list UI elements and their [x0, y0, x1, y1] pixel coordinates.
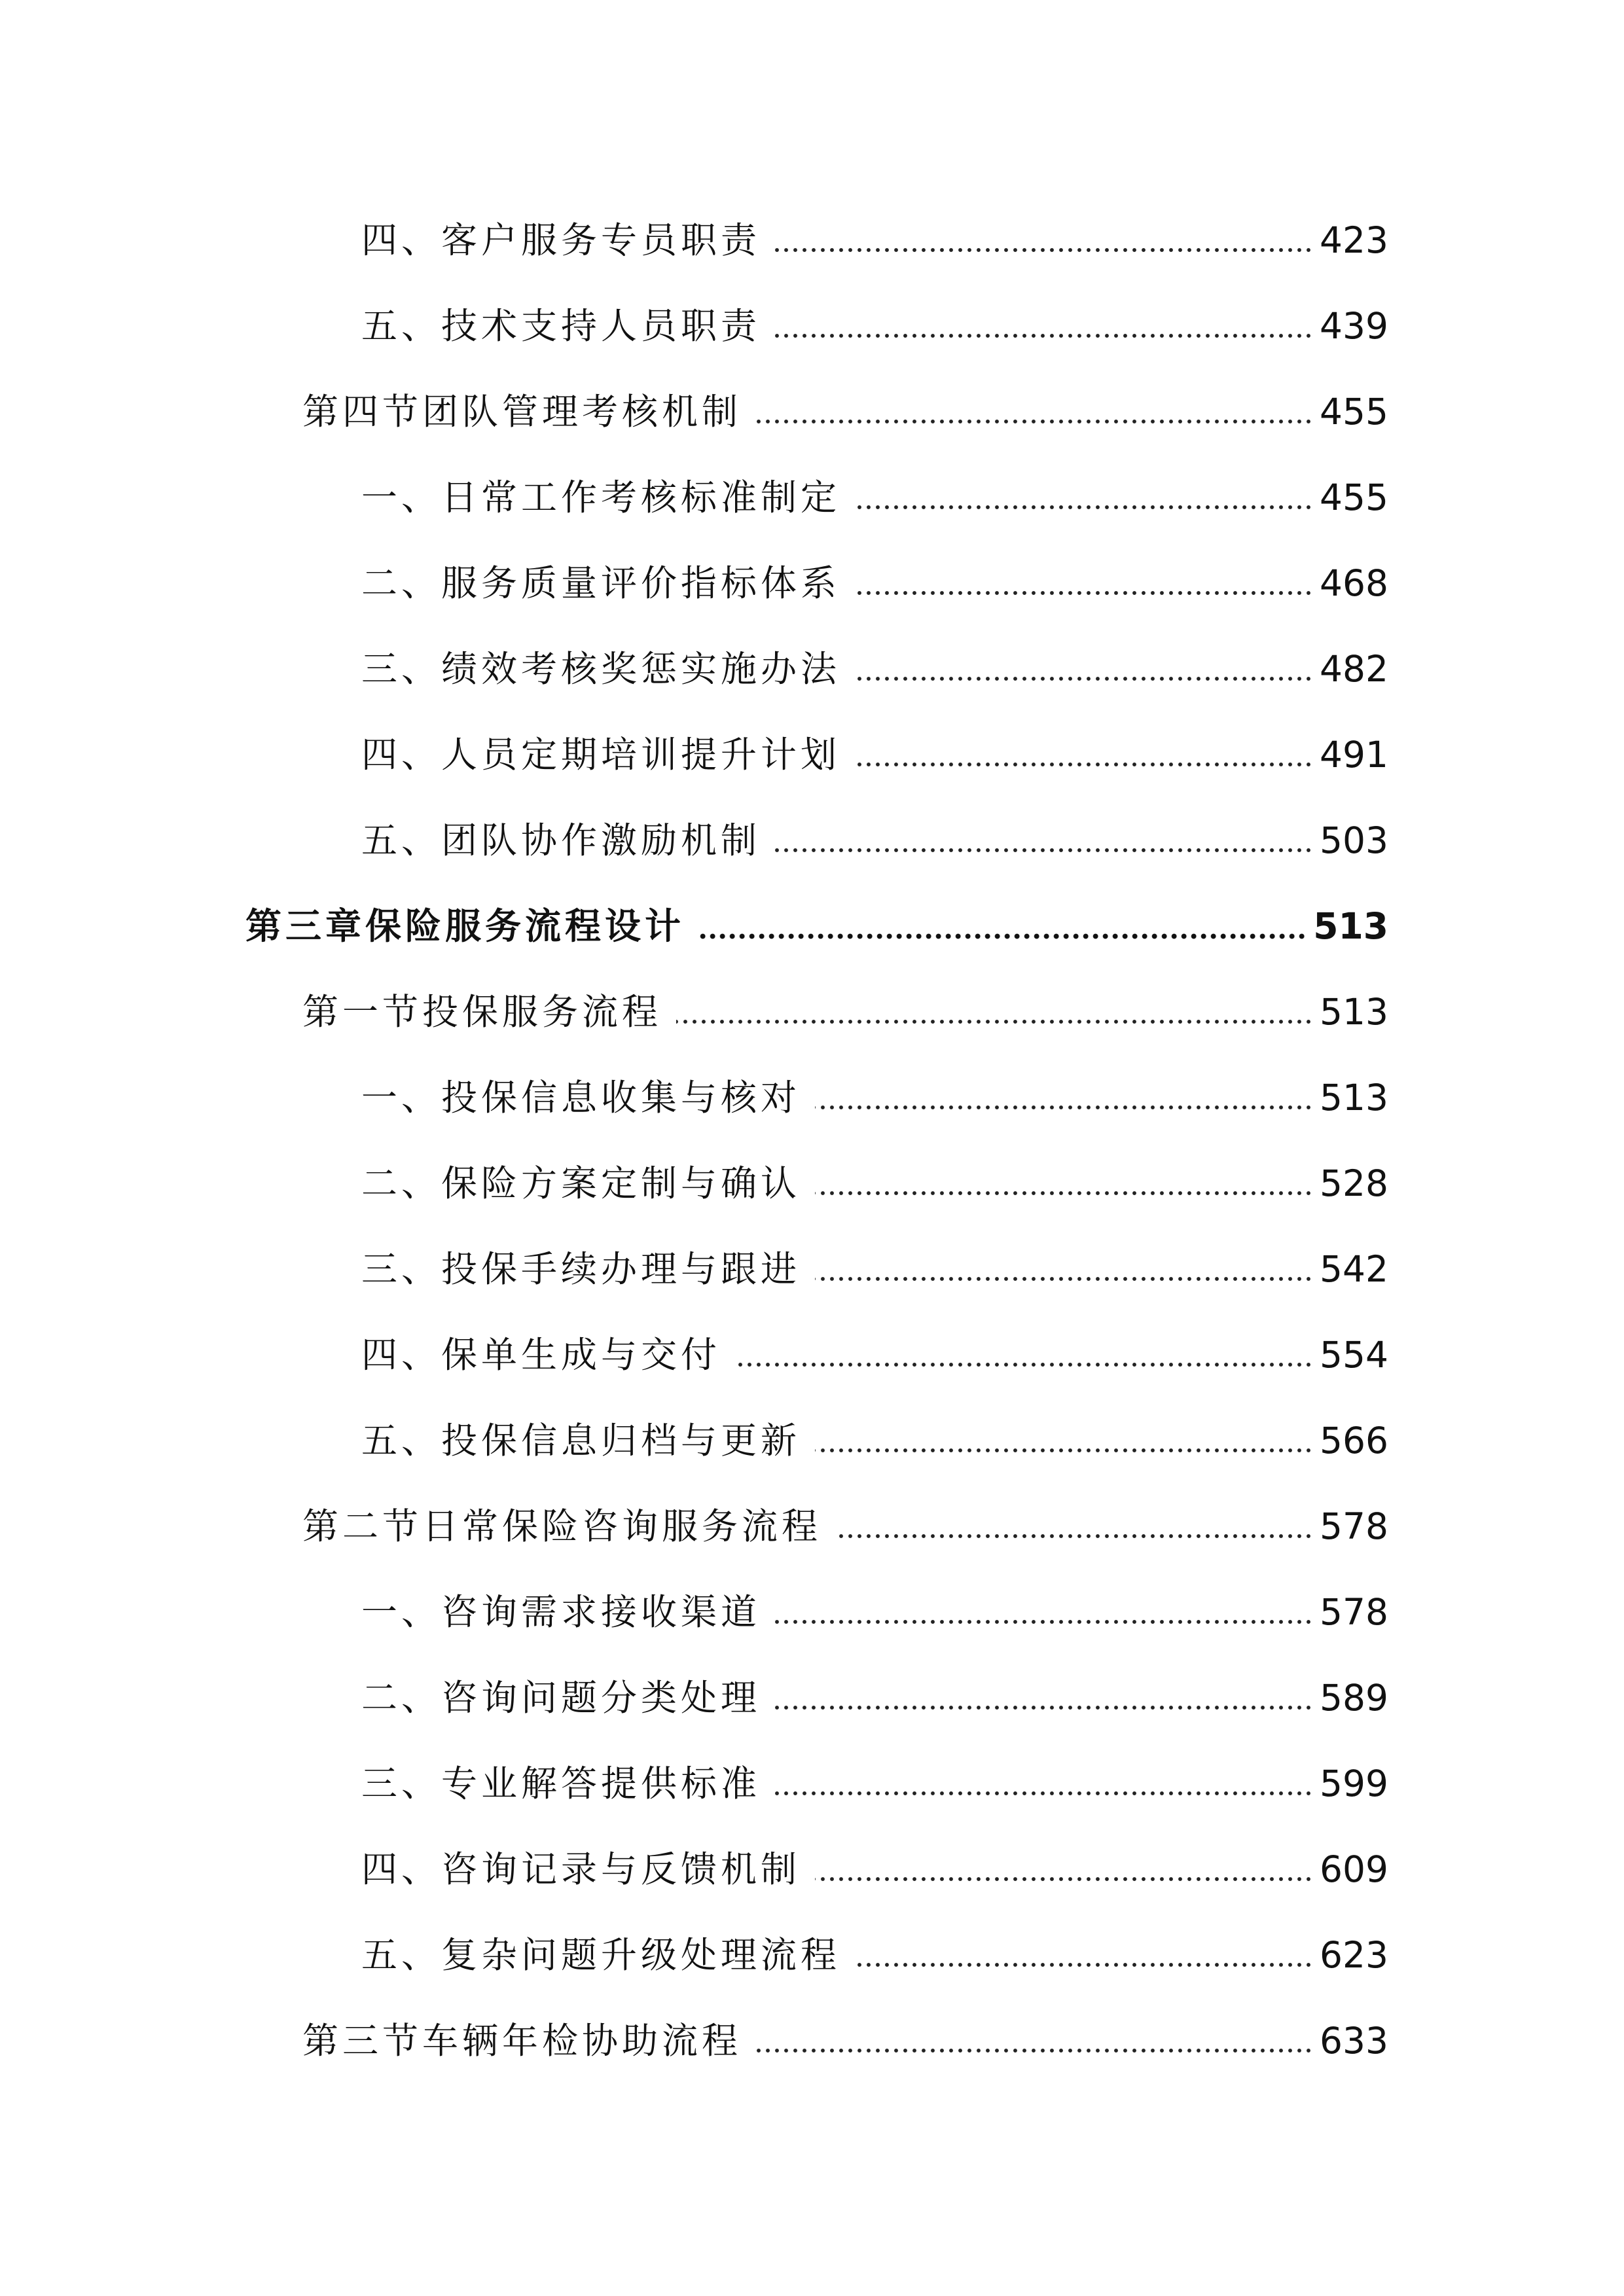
dot-leader [775, 848, 1313, 853]
toc-entry-page: 491 [1320, 734, 1388, 776]
toc-entry-title: 第二节日常保险咨询服务流程 [302, 1505, 822, 1547]
toc-entry-page: 578 [1320, 1505, 1388, 1547]
toc-entry-title: 一、日常工作考核标准制定 [361, 476, 841, 518]
toc-entry-title: 二、咨询问题分类处理 [361, 1677, 761, 1719]
toc-entry[interactable] [361, 1754, 1388, 1813]
toc-entry[interactable] [361, 725, 1388, 784]
toc-entry-title: 二、保险方案定制与确认 [361, 1162, 801, 1204]
toc-entry-title: 四、咨询记录与反馈机制 [361, 1848, 801, 1890]
toc-entry-page: 513 [1313, 905, 1388, 947]
toc-entry[interactable] [361, 1668, 1388, 1727]
toc-entry[interactable] [361, 1926, 1388, 1984]
toc-entry-page: 554 [1320, 1334, 1388, 1376]
dot-leader [775, 1619, 1313, 1624]
toc-entry[interactable] [361, 468, 1388, 527]
toc-entry[interactable] [361, 211, 1388, 270]
dot-leader [855, 590, 1313, 596]
toc-entry-title: 二、服务质量评价指标体系 [361, 562, 841, 604]
toc-entry-title: 三、投保手续办理与跟进 [361, 1248, 801, 1290]
dot-leader [815, 1105, 1313, 1110]
toc-entry-page: 623 [1320, 1934, 1388, 1976]
toc-entry[interactable] [361, 1068, 1388, 1127]
toc-entry-page: 439 [1320, 305, 1388, 347]
dot-leader [815, 1276, 1313, 1282]
toc-entry-title: 三、专业解答提供标准 [361, 1763, 761, 1804]
toc-entry[interactable] [361, 1240, 1388, 1299]
toc-entry-page: 599 [1320, 1763, 1388, 1804]
toc-entry-title: 四、保单生成与交付 [361, 1334, 721, 1376]
toc-entry-title: 四、人员定期培训提升计划 [361, 734, 841, 776]
toc-entry[interactable] [302, 382, 1388, 441]
toc-entry-page: 542 [1320, 1248, 1388, 1290]
dot-leader [735, 1362, 1313, 1367]
toc-entry-title: 第四节团队管理考核机制 [302, 391, 742, 433]
toc-entry-page: 633 [1320, 2020, 1388, 2062]
toc-entry-title: 第三章保险服务流程设计 [245, 905, 685, 947]
dot-leader [855, 1962, 1313, 1967]
dot-leader [815, 1448, 1313, 1453]
toc-entry-title: 五、团队协作激励机制 [361, 819, 761, 861]
toc-entry[interactable] [302, 2011, 1388, 2070]
toc-entry[interactable] [361, 1411, 1388, 1470]
toc-entry-title: 五、技术支持人员职责 [361, 305, 761, 347]
toc-entry-page: 423 [1320, 219, 1388, 261]
toc-entry-page: 482 [1320, 648, 1388, 690]
dot-leader [775, 333, 1313, 338]
toc-entry[interactable] [361, 1325, 1388, 1384]
toc-entry-page: 609 [1320, 1848, 1388, 1890]
toc-entry-page: 503 [1320, 819, 1388, 861]
dot-leader [855, 762, 1313, 767]
toc-entry-title: 一、咨询需求接收渠道 [361, 1591, 761, 1633]
toc-entry-title: 五、复杂问题升级处理流程 [361, 1934, 841, 1976]
dot-leader [815, 1191, 1313, 1196]
toc-chapter-entry[interactable] [245, 897, 1388, 956]
toc-entry[interactable] [361, 811, 1388, 870]
dot-leader [699, 933, 1307, 939]
toc-entry-page: 589 [1320, 1677, 1388, 1719]
toc-entry-page: 528 [1320, 1162, 1388, 1204]
toc-entry-page: 468 [1320, 562, 1388, 604]
toc-entry-page: 455 [1320, 476, 1388, 518]
dot-leader [855, 505, 1313, 510]
dot-leader [676, 1019, 1313, 1024]
toc-entry[interactable] [361, 296, 1388, 355]
toc-entry-title: 一、投保信息收集与核对 [361, 1077, 801, 1119]
dot-leader [775, 247, 1313, 253]
toc-entry[interactable] [361, 554, 1388, 613]
dot-leader [855, 676, 1313, 681]
toc-entry-title: 第三节车辆年检协助流程 [302, 2020, 742, 2062]
toc-entry-title: 五、投保信息归档与更新 [361, 1420, 801, 1462]
toc-entry-title: 三、绩效考核奖惩实施办法 [361, 648, 841, 690]
toc-entry[interactable] [302, 1497, 1388, 1556]
toc-entry-title: 第一节投保服务流程 [302, 991, 662, 1033]
toc-entry-page: 566 [1320, 1420, 1388, 1462]
toc-entry-title: 四、客户服务专员职责 [361, 219, 761, 261]
dot-leader [836, 1534, 1313, 1539]
toc-entry[interactable] [361, 1583, 1388, 1641]
toc-entry-page: 513 [1320, 1077, 1388, 1119]
toc-entry[interactable] [302, 982, 1388, 1041]
dot-leader [756, 2048, 1313, 2053]
toc-entry-page: 513 [1320, 991, 1388, 1033]
toc-entry[interactable] [361, 639, 1388, 698]
toc-entry[interactable] [361, 1154, 1388, 1213]
dot-leader [775, 1791, 1313, 1796]
dot-leader [775, 1705, 1313, 1710]
toc-entry[interactable] [361, 1840, 1388, 1899]
toc-entry-page: 578 [1320, 1591, 1388, 1633]
dot-leader [815, 1876, 1313, 1882]
dot-leader [756, 419, 1313, 424]
toc-entry-page: 455 [1320, 391, 1388, 433]
